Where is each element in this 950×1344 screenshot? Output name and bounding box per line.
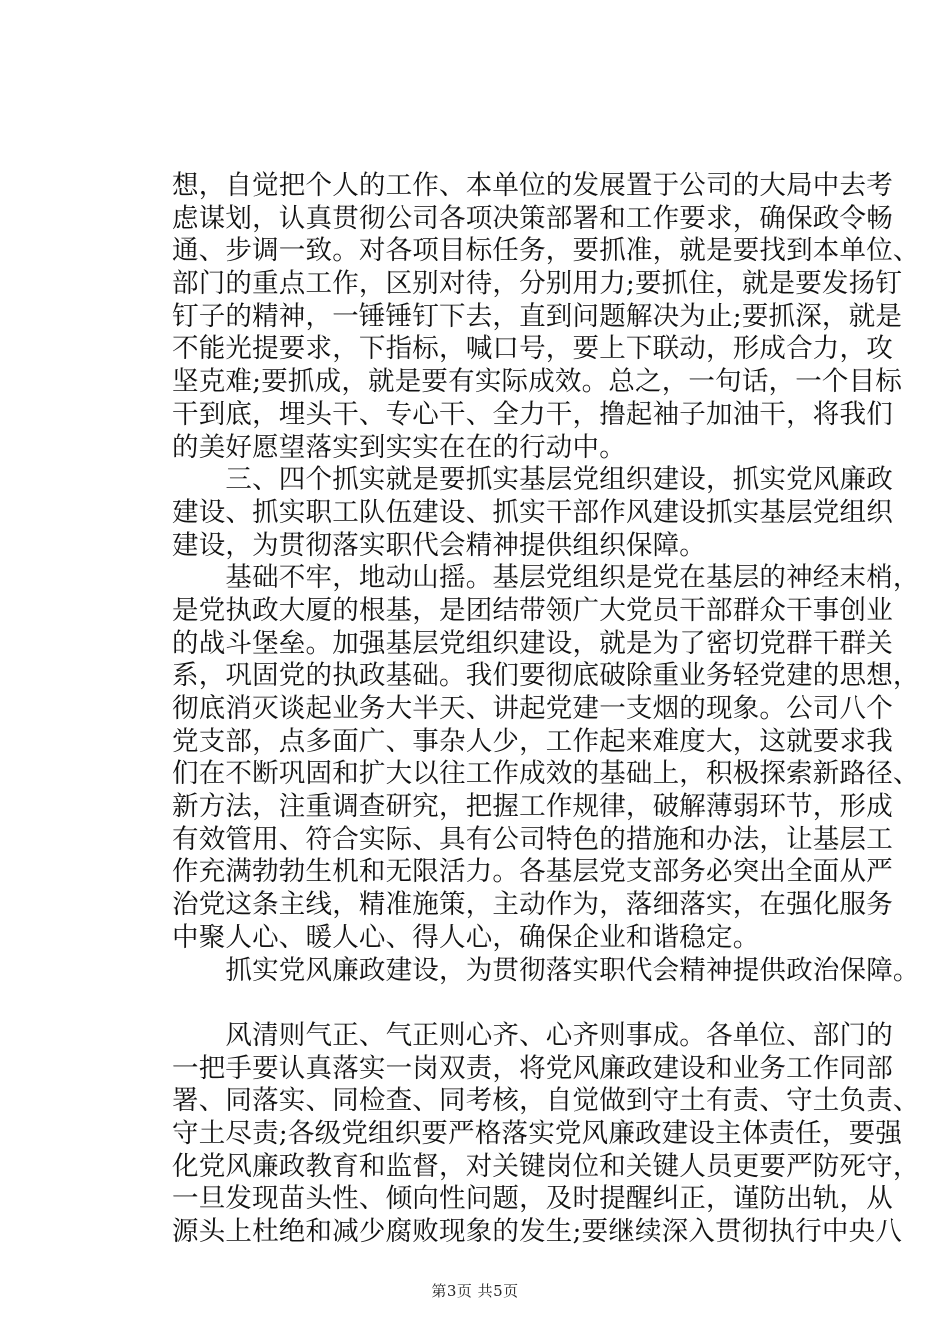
- text-line: 化党风廉政教育和监督，对关键岗位和关键人员更要严防死守，: [172, 1150, 920, 1182]
- text-line: 新方法，注重调查研究，把握工作规律，破解薄弱环节，形成: [172, 791, 893, 823]
- text-line: 虑谋划，认真贯彻公司各项决策部署和工作要求，确保政令畅: [172, 202, 893, 234]
- text-line: 的战斗堡垒。加强基层党组织建设，就是为了密切党群干群关: [172, 627, 893, 659]
- blank-line: [172, 987, 864, 1020]
- text-line: 署、同落实、同检查、同考核，自觉做到守土有责、守土负责、: [172, 1085, 920, 1117]
- text-line: 钉子的精神，一锤锤钉下去，直到问题解决为止;要抓深，就是: [172, 300, 903, 332]
- text-line: 中聚人心、暖人心、得人心，确保企业和谐稳定。: [172, 921, 760, 953]
- text-line: 不能光提要求，下指标，喊口号，要上下联动，形成合力，攻: [172, 333, 893, 365]
- text-line: 基础不牢，地动山摇。基层党组织是党在基层的神经末梢，: [172, 562, 920, 594]
- text-line: 是党执政大厦的根基，是团结带领广大党员干部群众干事创业: [172, 594, 893, 626]
- text-line: 干到底，埋头干、专心干、全力干，撸起袖子加油干，将我们: [172, 398, 893, 430]
- text-line: 三、四个抓实就是要抓实基层党组织建设，抓实党风廉政: [172, 464, 893, 496]
- text-line: 坚克难;要抓成，就是要有实际成效。总之，一句话，一个目标: [172, 366, 903, 398]
- text-line: 建设，为贯彻落实职代会精神提供组织保障。: [172, 529, 706, 561]
- document-body: [172, 170, 920, 1249]
- text-line: 想，自觉把个人的工作、本单位的发展置于公司的大局中去考: [172, 170, 893, 201]
- text-line: 一旦发现苗头性、倾向性问题，及时提醒纠正，谨防出轨，从: [172, 1183, 893, 1215]
- text-line: 源头上杜绝和减少腐败现象的发生;要继续深入贯彻执行中央八: [172, 1216, 903, 1247]
- text-line: 系，巩固党的执政基础。我们要彻底破除重业务轻党建的思想，: [172, 660, 920, 692]
- text-line: 一把手要认真落实一岗双责，将党风廉政建设和业务工作同部: [172, 1052, 893, 1084]
- text-line: 守土尽责;各级党组织要严格落实党风廉政建设主体责任，要强: [172, 1117, 903, 1149]
- text-line: 有效管用、符合实际、具有公司特色的措施和办法，让基层工: [172, 823, 893, 855]
- text-line: 治党这条主线，精准施策，主动作为，落细落实，在强化服务: [172, 889, 893, 921]
- text-line: 的美好愿望落实到实实在在的行动中。: [172, 431, 626, 463]
- text-line: 风清则气正、气正则心齐、心齐则事成。各单位、部门的: [172, 1019, 893, 1051]
- text-line: 彻底消灭谈起业务大半天、讲起党建一支烟的现象。公司八个: [172, 693, 893, 724]
- text-line: 们在不断巩固和扩大以往工作成效的基础上，积极探索新路径、: [172, 758, 920, 790]
- text-line: 建设、抓实职工队伍建设、抓实干部作风建设抓实基层党组织: [172, 496, 893, 528]
- page-footer: 第3页 共5页: [431, 1282, 519, 1300]
- text-line: 抓实党风廉政建设，为贯彻落实职代会精神提供政治保障。: [172, 954, 920, 986]
- text-line: 部门的重点工作，区别对待，分别用力;要抓住，就是要发扬钉: [172, 268, 903, 300]
- text-line: 通、步调一致。对各项目标任务，要抓准，就是要找到本单位、: [172, 235, 920, 267]
- text-line: 作充满勃勃生机和无限活力。各基层党支部务必突出全面从严: [172, 856, 893, 888]
- text-line: 党支部，点多面广、事杂人少，工作起来难度大，这就要求我: [172, 725, 893, 757]
